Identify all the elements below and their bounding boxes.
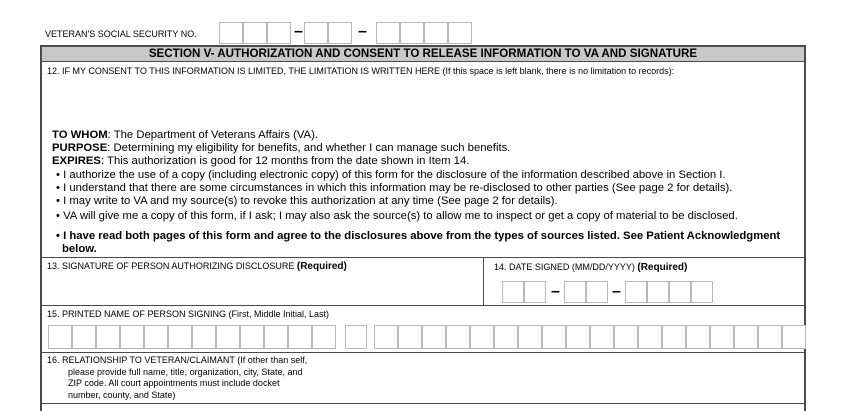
- name-last-boxes[interactable]: [374, 325, 806, 349]
- item14-required: (Required): [637, 262, 688, 273]
- divider: [42, 352, 804, 353]
- ssn-digit-box[interactable]: [424, 22, 448, 44]
- acknowledgment-line: • I have read both pages of this form and agree to the disclosures above from the types of sources listed. See Patient Acknowledgment: [56, 230, 781, 242]
- name-letter-box[interactable]: [120, 325, 144, 349]
- ssn-digit-box[interactable]: [328, 22, 352, 44]
- item12-label: 12. IF MY CONSENT TO THIS INFORMATION IS LIMITED, THE LIMITATION IS WRITTEN HERE (If this space is left blank, there is no limitation to records):: [47, 66, 675, 76]
- item12-limitation-field[interactable]: [44, 78, 802, 126]
- name-letter-box[interactable]: [288, 325, 312, 349]
- name-letter-box[interactable]: [590, 325, 614, 349]
- ssn-digit-box[interactable]: [376, 22, 400, 44]
- name-letter-box[interactable]: [542, 325, 566, 349]
- ssn-digit-box[interactable]: [243, 22, 267, 44]
- signature-field[interactable]: [44, 274, 480, 303]
- ssn-group-2[interactable]: [304, 22, 352, 44]
- name-letter-box[interactable]: [662, 325, 686, 349]
- name-letter-box[interactable]: [446, 325, 470, 349]
- name-letter-box[interactable]: [240, 325, 264, 349]
- date-day-boxes[interactable]: [564, 281, 608, 303]
- section-header: SECTION V- AUTHORIZATION AND CONSENT TO RELEASE INFORMATION TO VA AND SIGNATURE: [42, 47, 804, 61]
- name-letter-box[interactable]: [494, 325, 518, 349]
- date-digit-box[interactable]: [524, 281, 546, 303]
- date-year-boxes[interactable]: [625, 281, 713, 303]
- ssn-dash: –: [294, 23, 303, 40]
- expires-text: : This authorization is good for 12 months from the date shown in Item 14.: [100, 155, 470, 167]
- divider: [483, 257, 484, 305]
- ssn-digit-box[interactable]: [448, 22, 472, 44]
- date-digit-box[interactable]: [502, 281, 524, 303]
- name-letter-box[interactable]: [96, 325, 120, 349]
- name-letter-box[interactable]: [734, 325, 758, 349]
- name-letter-box[interactable]: [312, 325, 336, 349]
- name-letter-box[interactable]: [192, 325, 216, 349]
- name-letter-box[interactable]: [470, 325, 494, 349]
- name-first-boxes[interactable]: [48, 325, 336, 349]
- item16-line: number, county, and State): [68, 389, 176, 400]
- item16-line: please provide full name, title, organization, city, State, and: [68, 366, 303, 377]
- ssn-group-3[interactable]: [376, 22, 472, 44]
- name-letter-box[interactable]: [614, 325, 638, 349]
- date-month-boxes[interactable]: [502, 281, 546, 303]
- purpose-line: [52, 142, 510, 155]
- name-letter-box[interactable]: [264, 325, 288, 349]
- divider: [42, 61, 804, 62]
- authorization-bullets: [56, 169, 738, 223]
- expires-line: [52, 155, 469, 168]
- name-letter-box[interactable]: [518, 325, 542, 349]
- item13-required: (Required): [296, 261, 347, 272]
- name-letter-box[interactable]: [686, 325, 710, 349]
- name-letter-box[interactable]: [710, 325, 734, 349]
- item13-label: [47, 261, 347, 272]
- to-whom-label: TO WHOM: [52, 129, 108, 141]
- name-letter-box[interactable]: [566, 325, 590, 349]
- acknowledgment-line: below.: [62, 243, 97, 255]
- date-digit-box[interactable]: [586, 281, 608, 303]
- ssn-digit-box[interactable]: [267, 22, 291, 44]
- bullet-item: • I may write to VA and my source(s) to revoke this authorization at any time (See page 2 for details).: [56, 195, 558, 207]
- purpose-text: : Determining my eligibility for benefits, and whether I can manage such benefits.: [107, 142, 511, 154]
- name-letter-box[interactable]: [345, 325, 367, 349]
- name-middle-initial-box[interactable]: [345, 325, 367, 349]
- ssn-digit-box[interactable]: [304, 22, 328, 44]
- purpose-label: PURPOSE: [52, 142, 108, 154]
- name-letter-box[interactable]: [72, 325, 96, 349]
- bullet-item: • I understand that there are some circumstances in which this information may be re-disclosed to other parties (See page 2 for details).: [56, 182, 733, 194]
- divider: [42, 257, 804, 258]
- ssn-digit-box[interactable]: [400, 22, 424, 44]
- name-letter-box[interactable]: [638, 325, 662, 349]
- date-digit-box[interactable]: [647, 281, 669, 303]
- relationship-field[interactable]: [380, 355, 802, 401]
- ssn-label: VETERAN'S SOCIAL SECURITY NO.: [45, 29, 197, 39]
- item16-line: ZIP code. All court appointments must include docket: [68, 378, 280, 388]
- name-letter-box[interactable]: [422, 325, 446, 349]
- bullet-item: • VA will give me a copy of this form, if I ask; I may also ask the source(s) to allow me to inspect or get a copy of material to be disclosed.: [56, 210, 738, 222]
- divider: [42, 403, 804, 404]
- name-letter-box[interactable]: [758, 325, 782, 349]
- date-dash: –: [551, 283, 560, 300]
- ssn-group-1[interactable]: [219, 22, 291, 44]
- to-whom-text: : The Department of Veterans Affairs (VA).: [107, 129, 318, 141]
- name-letter-box[interactable]: [168, 325, 192, 349]
- date-digit-box[interactable]: [669, 281, 691, 303]
- name-letter-box[interactable]: [374, 325, 398, 349]
- item16-label: [47, 355, 307, 401]
- item13-text: 13. SIGNATURE OF PERSON AUTHORIZING DISCLOSURE: [47, 261, 297, 271]
- name-letter-box[interactable]: [782, 325, 806, 349]
- date-digit-box[interactable]: [564, 281, 586, 303]
- item16-line: 16. RELATIONSHIP TO VETERAN/CLAIMANT (If other than self,: [47, 355, 308, 365]
- bullet-item: • I authorize the use of a copy (including electronic copy) of this form for the disclosure of the information described above in Section I.: [56, 169, 726, 181]
- date-digit-box[interactable]: [691, 281, 713, 303]
- divider: [42, 305, 804, 306]
- item14-text: 14. DATE SIGNED (MM/DD/YYYY): [494, 262, 638, 272]
- name-letter-box[interactable]: [216, 325, 240, 349]
- acknowledgment-text: [56, 230, 780, 256]
- to-whom-line: [52, 129, 318, 142]
- name-letter-box[interactable]: [398, 325, 422, 349]
- name-letter-box[interactable]: [144, 325, 168, 349]
- date-dash: –: [612, 283, 621, 300]
- ssn-digit-box[interactable]: [219, 22, 243, 44]
- name-letter-box[interactable]: [48, 325, 72, 349]
- expires-label: EXPIRES: [52, 155, 101, 167]
- date-digit-box[interactable]: [625, 281, 647, 303]
- item15-label: 15. PRINTED NAME OF PERSON SIGNING (First, Middle Initial, Last): [47, 309, 330, 319]
- ssn-dash: –: [358, 23, 367, 40]
- item14-label: [494, 262, 687, 273]
